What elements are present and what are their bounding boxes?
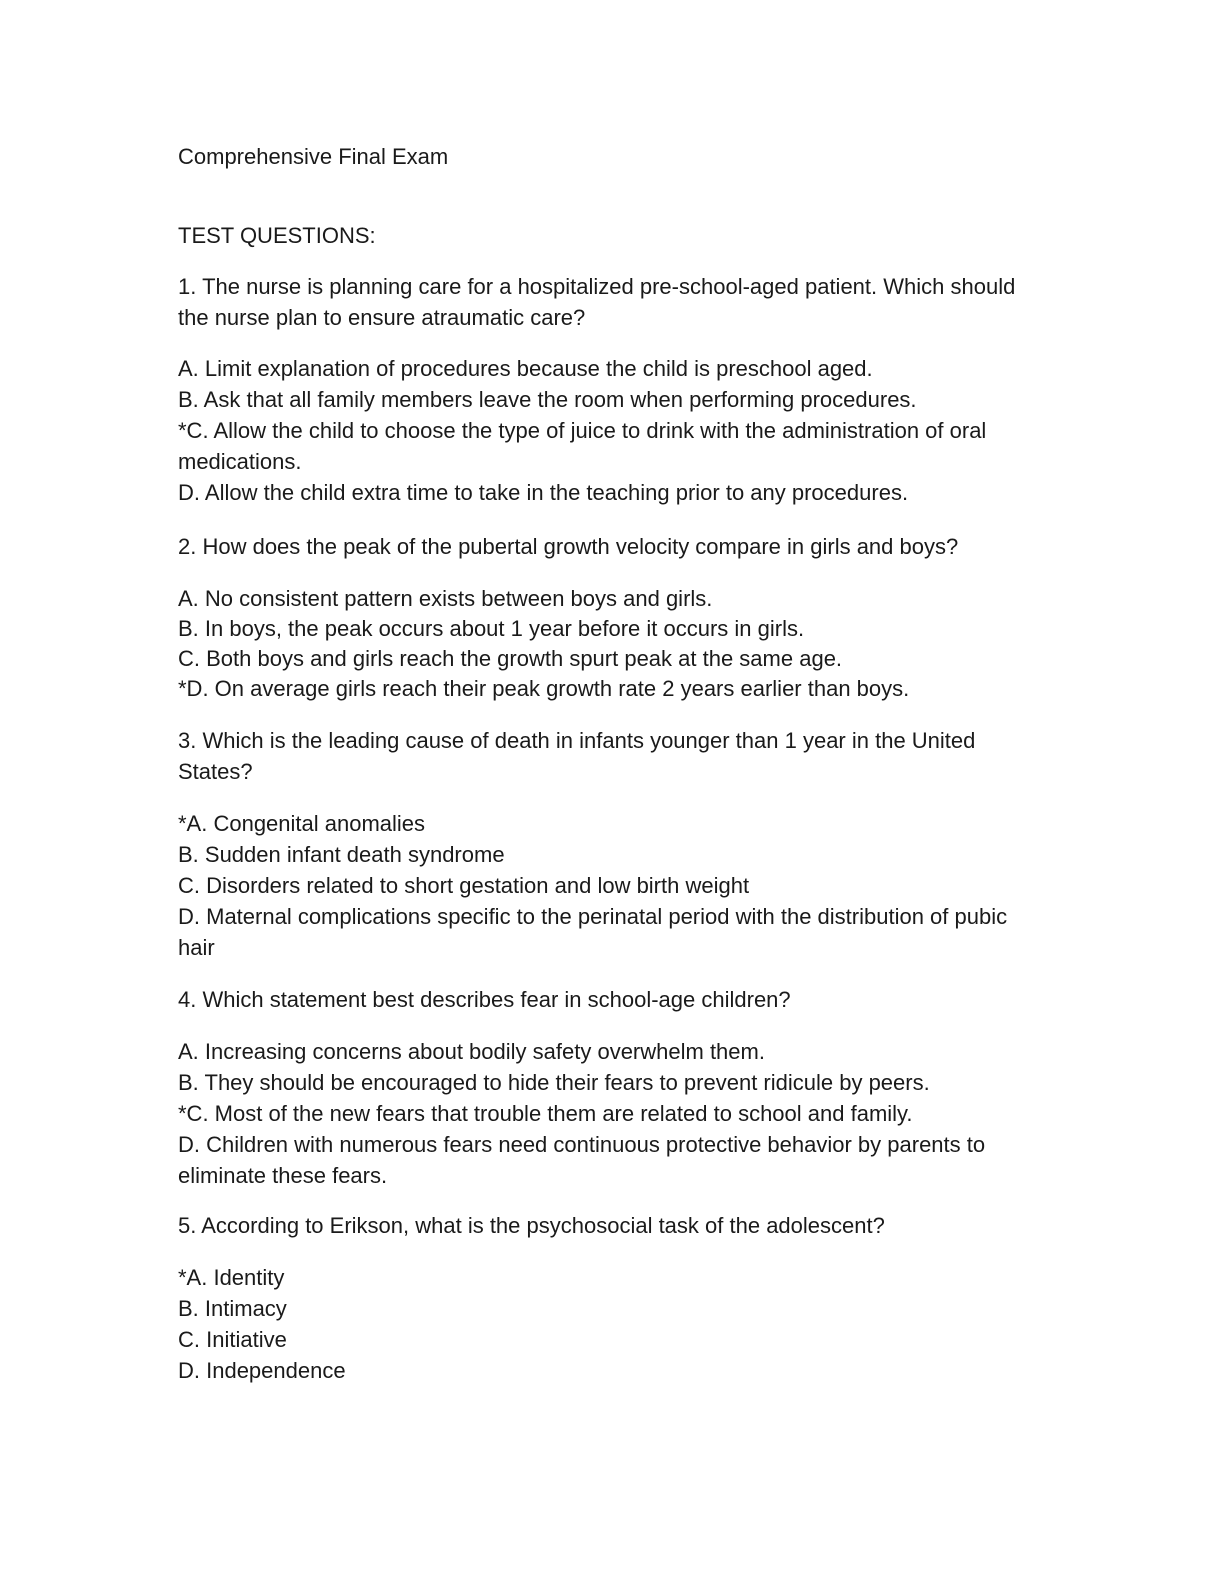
answer-option-correct: *A. Identity bbox=[178, 1265, 285, 1290]
question-2 bbox=[178, 531, 1038, 704]
document-title: Comprehensive Final Exam bbox=[178, 144, 449, 169]
question-text: 2. How does the peak of the pubertal growth velocity compare in girls and boys? bbox=[178, 534, 959, 559]
section-heading: TEST QUESTIONS: bbox=[178, 223, 376, 248]
answer-option-correct: *D. On average girls reach their peak growth rate 2 years earlier than boys. bbox=[178, 676, 910, 701]
answer-option: B. Sudden infant death syndrome bbox=[178, 842, 505, 867]
question-5 bbox=[178, 1210, 1038, 1386]
answer-option: D. Maternal complications specific to the perinatal period with the distribution of pubic hair bbox=[178, 904, 1008, 960]
answer-option: C. Disorders related to short gestation and low birth weight bbox=[178, 873, 750, 898]
answer-option: D. Children with numerous fears need continuous protective behavior by parents to eliminate these fears. bbox=[178, 1132, 986, 1188]
answer-option: C. Initiative bbox=[178, 1327, 287, 1352]
answer-option: A. No consistent pattern exists between boys and girls. bbox=[178, 586, 713, 611]
answer-option: A. Limit explanation of procedures because the child is preschool aged. bbox=[178, 356, 873, 381]
question-text: 5. According to Erikson, what is the psychosocial task of the adolescent? bbox=[178, 1213, 885, 1238]
question-3 bbox=[178, 725, 1038, 963]
answer-option: B. Intimacy bbox=[178, 1296, 287, 1321]
answer-option: C. Both boys and girls reach the growth spurt peak at the same age. bbox=[178, 646, 843, 671]
question-4 bbox=[178, 984, 1038, 1191]
answer-options bbox=[178, 353, 1038, 508]
question-text: 3. Which is the leading cause of death in infants younger than 1 year in the United States? bbox=[178, 728, 976, 784]
answer-option: B. In boys, the peak occurs about 1 year before it occurs in girls. bbox=[178, 616, 805, 641]
answer-option-correct: *C. Most of the new fears that trouble them are related to school and family. bbox=[178, 1101, 913, 1126]
answer-option: B. They should be encouraged to hide their fears to prevent ridicule by peers. bbox=[178, 1070, 930, 1095]
question-1 bbox=[178, 271, 1038, 508]
answer-option: D. Independence bbox=[178, 1358, 346, 1383]
answer-option: A. Increasing concerns about bodily safety overwhelm them. bbox=[178, 1039, 765, 1064]
document-page bbox=[178, 141, 1038, 1386]
question-text: 4. Which statement best describes fear in school-age children? bbox=[178, 987, 791, 1012]
answer-options bbox=[178, 1262, 1038, 1386]
answer-option: B. Ask that all family members leave the room when performing procedures. bbox=[178, 387, 917, 412]
answer-option-correct: *A. Congenital anomalies bbox=[178, 811, 426, 836]
answer-options bbox=[178, 1036, 1038, 1191]
answer-options bbox=[178, 808, 1038, 963]
question-text: 1. The nurse is planning care for a hospitalized pre-school-aged patient. Which should the nurse plan to ensure atraumatic care? bbox=[178, 274, 1016, 330]
answer-option: D. Allow the child extra time to take in the teaching prior to any procedures. bbox=[178, 480, 909, 505]
answer-option-correct: *C. Allow the child to choose the type of juice to drink with the administration of oral medications. bbox=[178, 418, 987, 474]
answer-options bbox=[178, 584, 1038, 704]
